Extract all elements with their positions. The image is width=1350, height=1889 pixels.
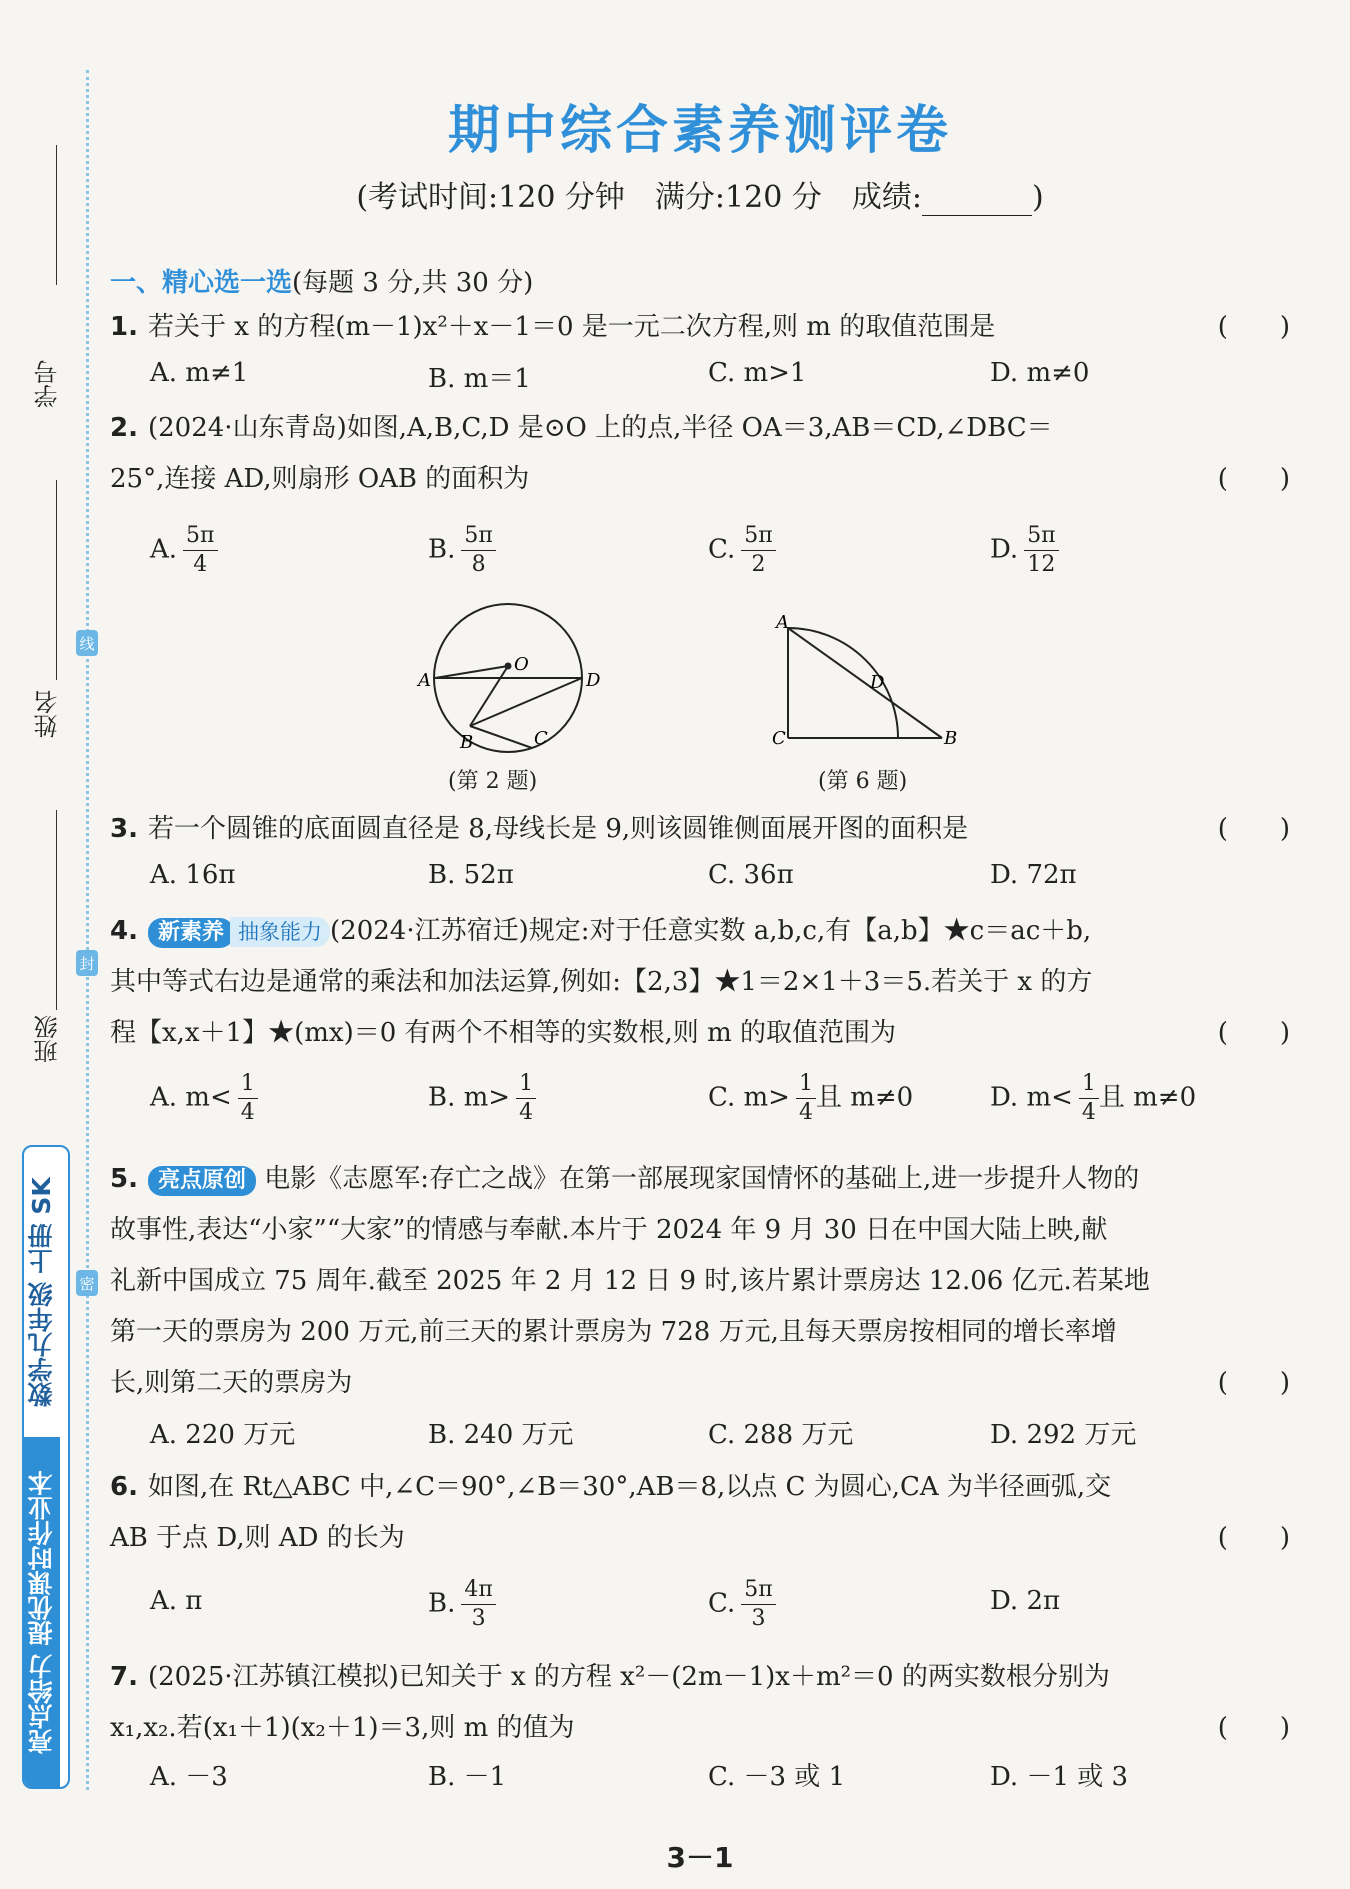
options-2 — [110, 518, 1290, 578]
page-title: 期中综合素养测评卷 — [447, 101, 952, 161]
exam-info — [110, 172, 1290, 216]
question-text: AB 于点 D,则 AD 的长为 — [110, 1523, 405, 1553]
question-1 — [110, 302, 1290, 353]
section-title: 一、精心选一选 — [110, 268, 293, 298]
option-b: B. $\frac{5\pi}{8}$ — [428, 522, 496, 579]
option-c: C. 288 万元 — [708, 1420, 854, 1450]
question-text: (2024·山东青岛)如图,A,B,C,D 是⊙O 上的点,半径 OA＝3,AB＝CD,∠DBC＝ — [148, 413, 1053, 443]
answer-blank: ( ) — [1217, 312, 1290, 342]
exam-info-close: ) — [1031, 180, 1044, 215]
option-b: B. 52π — [428, 860, 514, 890]
option-b: B. m> $\frac{1}{4}$ — [428, 1070, 536, 1127]
answer-blank: ( ) — [1217, 814, 1290, 844]
option-a: A. m≠1 — [150, 358, 249, 388]
book-title: 数学九年级 上册 SK — [27, 1177, 56, 1407]
book-series: 亮点给力 提优课时作业本 — [24, 1437, 60, 1787]
option-d: D. 72π — [990, 860, 1077, 890]
student-no-label: 学号 — [34, 360, 62, 408]
question-text: 25°,连接 AD,则扇形 OAB 的面积为 — [110, 464, 530, 494]
question-number: 2. — [110, 413, 138, 443]
option-d: D. $\frac{5\pi}{12}$ — [990, 522, 1059, 579]
fig2-label-d: D — [586, 670, 601, 691]
question-number: 6. — [110, 1472, 138, 1502]
name-label: 姓名 — [34, 690, 62, 738]
option-b: B. 240 万元 — [428, 1420, 574, 1450]
answer-blank: ( ) — [1217, 1713, 1290, 1743]
question-text: 程【x,x＋1】★(mx)＝0 有两个不相等的实数根,则 m 的取值范围为 — [110, 1018, 896, 1048]
fig2-label-a: A — [418, 670, 431, 691]
score-blank — [922, 189, 1032, 216]
figure-6-caption: (第 6 题) — [818, 769, 908, 794]
question-text: 如图,在 Rt△ABC 中,∠C＝90°,∠B＝30°,AB＝8,以点 C 为圆心,CA 为半径画弧,交 — [148, 1472, 1112, 1502]
binding-margin — [0, 0, 100, 1889]
fig6-label-a: A — [776, 612, 789, 633]
fig2-label-c: C — [534, 728, 548, 749]
section-heading — [110, 262, 533, 299]
option-c: C. $\frac{5\pi}{2}$ — [708, 522, 776, 579]
options-6 — [110, 1576, 1290, 1636]
question-number: 3. — [110, 814, 138, 844]
answer-blank: ( ) — [1217, 464, 1290, 494]
fig6-label-d: D — [870, 672, 885, 693]
question-text: 若关于 x 的方程(m－1)x²＋x－1＝0 是一元二次方程,则 m 的取值范围是 — [148, 312, 996, 342]
seal-mark-dense: 密 — [76, 1270, 98, 1296]
fig2-label-o: O — [514, 654, 529, 675]
question-number: 1. — [110, 312, 138, 342]
option-d: D. 292 万元 — [990, 1420, 1137, 1450]
question-number: 5. — [110, 1164, 138, 1194]
question-7 — [110, 1652, 1290, 1754]
answer-blank: ( ) — [1217, 1523, 1290, 1553]
option-c: C. $\frac{5\pi}{3}$ — [708, 1576, 776, 1633]
question-text: 长,则第二天的票房为 — [110, 1368, 353, 1398]
figure-6-triangle — [760, 612, 960, 752]
question-5 — [110, 1154, 1290, 1409]
options-4 — [110, 1070, 1290, 1130]
option-b: B. $\frac{4\pi}{3}$ — [428, 1576, 496, 1633]
exam-info-text: (考试时间:120 分钟 满分:120 分 成绩: — [356, 180, 922, 215]
option-c: C. 36π — [708, 860, 794, 890]
fig2-label-b: B — [460, 732, 474, 753]
question-text: 礼新中国成立 75 周年.截至 2025 年 2 月 12 日 9 时,该片累计票房达 12.06 亿元.若某地 — [110, 1266, 1150, 1296]
seal-mark-line: 线 — [76, 630, 98, 656]
literacy-tag: 新素养 — [148, 918, 234, 948]
option-b: B. m＝1 — [428, 364, 531, 394]
option-a: A. π — [150, 1586, 203, 1616]
option-b: B. －1 — [428, 1762, 507, 1792]
question-6 — [110, 1462, 1290, 1564]
question-2 — [110, 403, 1290, 505]
option-d: D. m< $\frac{1}{4}$ 且 m≠0 — [990, 1071, 1197, 1125]
section-note: (每题 3 分,共 30 分) — [292, 268, 534, 298]
ability-tag: 抽象能力 — [230, 917, 330, 947]
option-a: A. －3 — [150, 1762, 228, 1792]
question-text: (2025·江苏镇江模拟)已知关于 x 的方程 x²－(2m－1)x＋m²＝0 的两实数根分别为 — [148, 1662, 1110, 1692]
question-text: (2024·江苏宿迁)规定:对于任意实数 a,b,c,有【a,b】★c＝ac＋b, — [330, 916, 1092, 946]
figure-2-circle — [410, 598, 610, 758]
cut-line — [86, 70, 89, 1790]
question-number: 7. — [110, 1662, 138, 1692]
option-a: A. 220 万元 — [150, 1420, 296, 1450]
answer-blank: ( ) — [1217, 1368, 1290, 1398]
option-c: C. －3 或 1 — [708, 1762, 846, 1792]
question-4 — [110, 906, 1290, 1059]
question-text: x₁,x₂.若(x₁＋1)(x₂＋1)＝3,则 m 的值为 — [110, 1713, 575, 1743]
answer-blank: ( ) — [1217, 1018, 1290, 1048]
option-d: D. 2π — [990, 1586, 1061, 1616]
student-no-blank — [56, 145, 57, 285]
option-c: C. m> $\frac{1}{4}$ 且 m≠0 — [708, 1071, 914, 1125]
question-text: 其中等式右边是通常的乘法和加法运算,例如:【2,3】★1＝2×1＋3＝5.若关于 x 的方 — [110, 967, 1093, 997]
option-a: A. 16π — [150, 860, 236, 890]
option-d: D. －1 或 3 — [990, 1762, 1129, 1792]
option-d: D. m≠0 — [990, 358, 1090, 388]
seal-mark-seal: 封 — [76, 950, 98, 976]
question-text: 故事性,表达“小家”“大家”的情感与奉献.本片于 2024 年 9 月 30 日在中国大陆上映,献 — [110, 1215, 1108, 1245]
question-number: 4. — [110, 916, 138, 946]
question-text: 第一天的票房为 200 万元,前三天的累计票房为 728 万元,且每天票房按相同的增长率增 — [110, 1317, 1117, 1347]
class-label: 班级 — [34, 1015, 62, 1063]
figure-2-caption: (第 2 题) — [448, 769, 538, 794]
original-tag: 亮点原创 — [148, 1166, 256, 1196]
options-7 — [110, 1756, 1290, 1816]
option-a: A. $\frac{5\pi}{4}$ — [150, 522, 218, 579]
question-text: 若一个圆锥的底面圆直径是 8,母线长是 9,则该圆锥侧面展开图的面积是 — [148, 814, 969, 844]
fig6-label-c: C — [772, 728, 786, 749]
question-3 — [110, 804, 1290, 855]
option-a: A. m< $\frac{1}{4}$ — [150, 1070, 258, 1127]
class-blank — [56, 810, 57, 1010]
fig6-label-b: B — [944, 728, 958, 749]
question-text: 电影《志愿军:存亡之战》在第一部展现家国情怀的基础上,进一步提升人物的 — [264, 1164, 1140, 1194]
name-blank — [56, 480, 57, 680]
page-number: 3－1 — [666, 1841, 734, 1874]
option-c: C. m>1 — [708, 358, 807, 388]
book-tag — [22, 1145, 70, 1789]
